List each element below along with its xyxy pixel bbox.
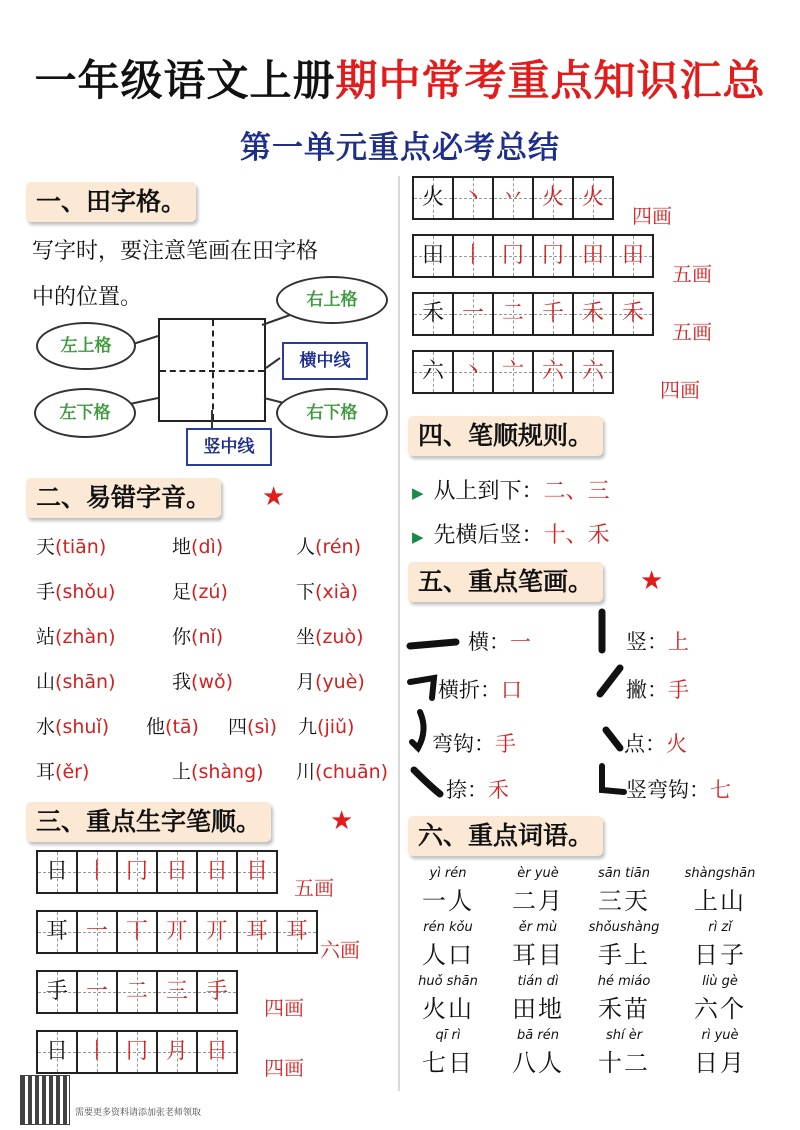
pinyin-item: 耳(ěr) — [36, 761, 90, 783]
word-pinyin: shí èr — [605, 1028, 643, 1043]
stroke-step-cell: 日 — [158, 852, 198, 892]
character-cell: 火 — [414, 178, 454, 218]
word-hanzi: 耳目 — [512, 941, 564, 969]
stroke-step-cell: 火 — [534, 178, 574, 218]
rule-item: ▶ 先横后竖：十、禾 — [412, 523, 610, 548]
character-cell: 六 — [414, 352, 454, 392]
character-cell: 手 — [38, 972, 78, 1012]
vocab-word — [498, 866, 578, 916]
pinyin-item: 四(sì) — [228, 716, 278, 738]
shuwangou-stroke-icon — [602, 766, 624, 792]
stroke-step-cell: 耳 — [238, 912, 278, 952]
word-hanzi: 八人 — [512, 1049, 564, 1077]
stroke-count: 四画 — [632, 204, 672, 228]
vocab-word — [680, 866, 760, 916]
character-cell: 日 — [38, 1032, 78, 1072]
stroke-step-cell: 丨 — [454, 236, 494, 276]
character-cell: 日 — [38, 852, 78, 892]
stroke-step-cell: 六 — [534, 352, 574, 392]
stroke-step-cell: 亠 — [494, 352, 534, 392]
page-subtitle: 第一单元重点必考总结 — [240, 130, 560, 166]
stroke-step-cell: 三 — [158, 972, 198, 1012]
na-stroke-icon — [414, 770, 440, 794]
pinyin-item: 你(nǐ) — [172, 626, 224, 648]
word-hanzi: 田地 — [512, 995, 564, 1023]
rule-item: ▶ 从上到下：二、三 — [412, 479, 610, 504]
vocab-word — [584, 1028, 664, 1078]
pinyin-item: 下(xià) — [296, 581, 359, 603]
dian-stroke-icon — [606, 730, 620, 748]
pinyin-item: 地(dì) — [172, 536, 224, 558]
word-hanzi: 六个 — [694, 995, 746, 1023]
stroke-step-cell: 耳 — [278, 912, 318, 952]
stroke-step-cell: 目 — [238, 852, 278, 892]
stroke-item-heng: 横：一 — [468, 630, 531, 654]
vocab-word — [498, 974, 578, 1024]
triangle-bullet-icon: ▶ — [412, 484, 424, 502]
word-pinyin: bā rén — [517, 1028, 559, 1043]
word-hanzi: 人口 — [422, 941, 474, 969]
stroke-count: 四画 — [264, 996, 304, 1020]
vocab-word — [680, 974, 760, 1024]
vocab-word — [408, 974, 488, 1024]
stroke-item-pie: 撇：手 — [626, 678, 689, 702]
label-top-right: 右上格 — [276, 276, 388, 324]
vocab-word — [584, 920, 664, 970]
section-heading-4: 四、笔顺规则。 — [408, 416, 603, 456]
stroke-step-cell: 千 — [534, 294, 574, 334]
character-cell: 耳 — [38, 912, 78, 952]
word-pinyin: huǒ shān — [418, 974, 478, 989]
stroke-step-cell: 丶 — [454, 352, 494, 392]
pinyin-item: 上(shàng) — [172, 761, 264, 783]
vocab-word — [680, 920, 760, 970]
star-icon: ★ — [640, 566, 664, 596]
stroke-count: 五画 — [672, 262, 712, 286]
stroke-item-shu: 竖：上 — [626, 630, 689, 654]
stroke-step-cell: 冂 — [118, 1032, 158, 1072]
word-pinyin: èr yuè — [517, 866, 559, 881]
label-vertical-line: 竖中线 — [186, 428, 272, 466]
stroke-order-row — [36, 970, 238, 1014]
pinyin-item: 九(jiǔ) — [298, 716, 355, 738]
pie-stroke-icon — [600, 668, 620, 694]
stroke-step-cell: 一 — [78, 912, 118, 952]
pinyin-item: 水(shuǐ) — [36, 716, 110, 738]
word-pinyin: liù gè — [702, 974, 738, 989]
pinyin-item: 足(zú) — [172, 581, 228, 603]
word-hanzi: 手上 — [598, 941, 650, 969]
word-hanzi: 日月 — [694, 1049, 746, 1077]
stroke-order-row — [36, 910, 318, 954]
vocab-word — [498, 1028, 578, 1078]
word-hanzi: 七日 — [422, 1049, 474, 1077]
word-pinyin: yì rén — [429, 866, 467, 881]
stroke-step-cell: 禾 — [574, 294, 614, 334]
section-heading-2: 二、易错字音。 — [26, 478, 221, 518]
stroke-step-cell: 手 — [198, 972, 238, 1012]
stroke-step-cell: 田 — [574, 236, 614, 276]
label-top-left: 左上格 — [36, 322, 136, 370]
word-pinyin: shǒushàng — [588, 920, 660, 935]
word-pinyin: rì zǐ — [708, 920, 732, 935]
stroke-step-cell: 二 — [494, 294, 534, 334]
stroke-item-na: 捺：禾 — [446, 778, 509, 802]
vocab-word — [408, 866, 488, 916]
stroke-step-cell: 丨 — [78, 852, 118, 892]
pinyin-item: 手(shǒu) — [36, 581, 116, 603]
footer-note: 需要更多资料请添加张老师领取 — [75, 1108, 202, 1118]
word-pinyin: rì yuè — [701, 1028, 739, 1043]
stroke-step-cell: 日 — [198, 1032, 238, 1072]
pinyin-item: 我(wǒ) — [172, 671, 234, 693]
triangle-bullet-icon: ▶ — [412, 528, 424, 546]
stroke-item-dian: 点：火 — [624, 732, 687, 756]
section-heading-6: 六、重点词语。 — [408, 816, 603, 856]
word-hanzi: 三天 — [598, 887, 650, 915]
word-hanzi: 禾苗 — [598, 995, 650, 1023]
word-pinyin: qī rì — [435, 1028, 461, 1043]
character-cell: 禾 — [414, 294, 454, 334]
word-pinyin: rén kǒu — [423, 920, 473, 935]
word-pinyin: ěr mù — [518, 920, 558, 935]
pinyin-item: 站(zhàn) — [36, 626, 116, 648]
label-horizontal-line: 横中线 — [282, 342, 368, 380]
heng-stroke-icon — [410, 642, 456, 646]
star-icon: ★ — [330, 806, 354, 836]
stroke-step-cell: 二 — [118, 972, 158, 1012]
section-heading-5: 五、重点笔画。 — [408, 562, 603, 602]
stroke-item-shuwangou: 竖弯钩：七 — [626, 778, 731, 802]
stroke-step-cell: 丶 — [454, 178, 494, 218]
stroke-step-cell: 田 — [614, 236, 654, 276]
stroke-step-cell: 丅 — [118, 912, 158, 952]
stroke-item-hengzhe: 横折：口 — [438, 678, 522, 702]
label-bottom-left: 左下格 — [34, 388, 136, 438]
label-bottom-right: 右下格 — [276, 388, 388, 438]
stroke-step-cell: 丌 — [198, 912, 238, 952]
pinyin-item: 坐(zuò) — [296, 626, 364, 648]
page-title: 一年级语文上册期中常考重点知识汇总 — [34, 56, 766, 105]
pinyin-item: 天(tiān) — [36, 536, 107, 558]
stroke-step-cell: 火 — [574, 178, 614, 218]
vocab-word — [680, 1028, 760, 1078]
stroke-step-cell: 冂 — [118, 852, 158, 892]
word-hanzi: 火山 — [422, 995, 474, 1023]
pinyin-item: 月(yuè) — [296, 671, 365, 693]
word-hanzi: 上山 — [694, 887, 746, 915]
stroke-step-cell: 一 — [78, 972, 118, 1012]
stroke-step-cell: 一 — [454, 294, 494, 334]
word-hanzi: 日子 — [694, 941, 746, 969]
word-pinyin: hé miáo — [597, 974, 651, 989]
stroke-step-cell: 冂 — [494, 236, 534, 276]
stroke-step-cell: 丷 — [494, 178, 534, 218]
vocab-word — [584, 866, 664, 916]
pinyin-item: 山(shān) — [36, 671, 116, 693]
pinyin-item: 川(chuān) — [296, 761, 389, 783]
pinyin-item: 人(rén) — [296, 536, 361, 558]
stroke-count: 四画 — [264, 1056, 304, 1080]
stroke-order-row — [36, 850, 278, 894]
section-1-text-line2: 中的位置。 — [32, 285, 143, 310]
vocab-word — [498, 920, 578, 970]
stroke-count: 五画 — [672, 320, 712, 344]
vocab-word — [408, 920, 488, 970]
pinyin-item: 他(tā) — [146, 716, 199, 738]
stroke-count: 六画 — [320, 938, 360, 962]
stroke-count: 五画 — [294, 876, 334, 900]
stroke-step-cell: 六 — [574, 352, 614, 392]
star-icon: ★ — [262, 482, 286, 512]
character-cell: 田 — [414, 236, 454, 276]
stroke-order-row — [36, 1030, 238, 1074]
stroke-step-cell: 冂 — [534, 236, 574, 276]
word-hanzi: 一人 — [422, 887, 474, 915]
qr-code — [20, 1075, 70, 1125]
section-heading-1: 一、田字格。 — [26, 182, 196, 222]
stroke-step-cell: 月 — [158, 1032, 198, 1072]
hengzhe-stroke-icon — [410, 678, 434, 698]
vocab-word — [584, 974, 664, 1024]
word-pinyin: sān tiān — [597, 866, 651, 881]
word-hanzi: 十二 — [598, 1049, 650, 1077]
section-heading-3: 三、重点生字笔顺。 — [26, 802, 271, 842]
wangou-stroke-icon — [412, 712, 424, 748]
stroke-item-wangou: 弯钩：手 — [432, 732, 516, 756]
word-pinyin: tián dì — [517, 974, 559, 989]
stroke-step-cell: 丨 — [78, 1032, 118, 1072]
word-hanzi: 二月 — [512, 887, 564, 915]
vocab-word — [408, 1028, 488, 1078]
stroke-step-cell: 丌 — [158, 912, 198, 952]
word-pinyin: shàngshān — [684, 866, 756, 881]
stroke-count: 四画 — [660, 378, 700, 402]
section-1-text-line1: 写字时，要注意笔画在田字格 — [32, 239, 319, 264]
stroke-step-cell: 禾 — [614, 294, 654, 334]
stroke-step-cell: 日 — [198, 852, 238, 892]
